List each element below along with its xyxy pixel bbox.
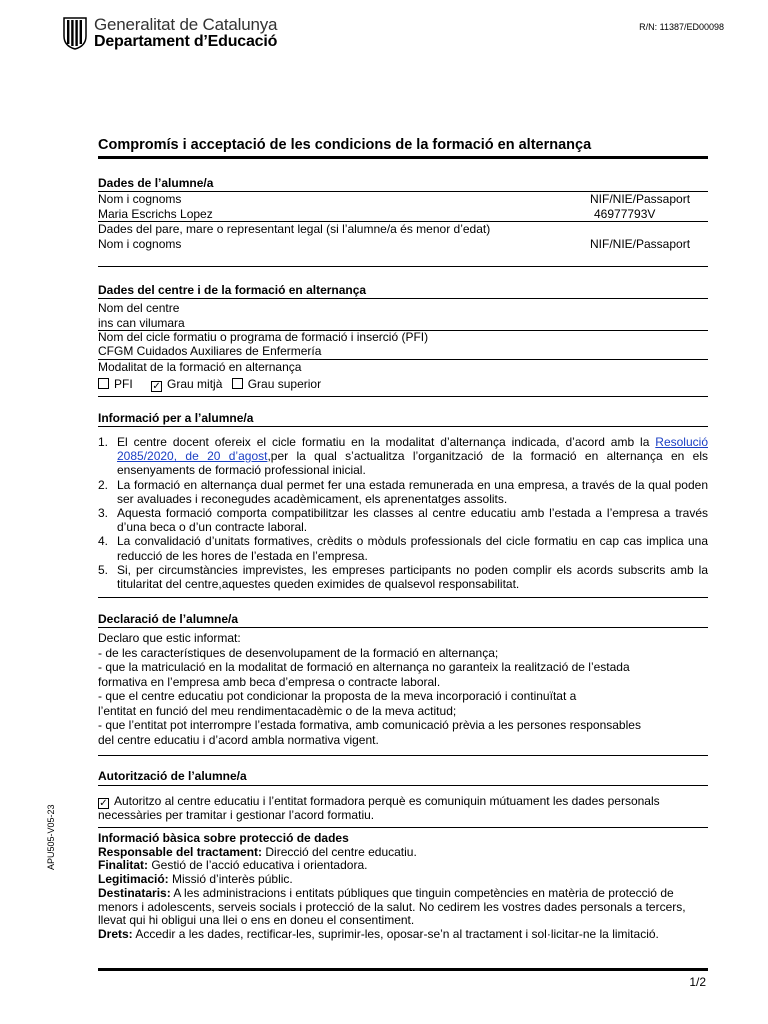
privacy-block (98, 832, 708, 942)
centre-name-field[interactable]: ins can vilumara (98, 316, 185, 330)
info-list (98, 435, 708, 591)
privacy-item: Legitimació: Missió d’interès públic. (98, 872, 293, 887)
form-code: APU505-V05-23 (46, 804, 56, 870)
declaration-section-title: Declaració de l’alumne/a (98, 612, 239, 626)
info-section-title: Informació per a l’alumne/a (98, 411, 254, 425)
guardian-name-label: Nom i cognoms (98, 236, 182, 251)
centre-name-label: Nom del centre (98, 301, 180, 315)
list-item: 4. La convalidació d’unitats formatives, crèdits o mòduls professionals del cicle formatiu en cap cas implica una reducció de les hores de l’estada en l’empresa. (98, 534, 708, 563)
student-section-title: Dades de l’alumne/a (98, 176, 214, 190)
guardian-label: Dades del pare, mare o representant legal (si l’alumne/a és menor d’edat) (98, 222, 491, 236)
privacy-section-title: Informació bàsica sobre protecció de dades (98, 831, 349, 845)
privacy-item: Finalitat: Gestió de l’acció educativa i orientadora. (98, 858, 368, 873)
resolution-link[interactable]: Resolució 2085/2020, de 20 d’agost (117, 435, 708, 464)
checkbox-icon[interactable] (232, 378, 243, 389)
authorization-section-title: Autorització de l’alumne/a (98, 769, 247, 783)
option-grau-mitja[interactable]: ✓ Grau mitjà (152, 377, 223, 392)
title-divider (98, 156, 708, 159)
divider (98, 627, 708, 628)
checkbox-icon[interactable] (98, 798, 109, 809)
checkbox-icon[interactable] (151, 381, 162, 392)
mode-label: Modalitat de la formació en alternança (98, 360, 302, 374)
list-item: 2. La formació en alternança dual permet fer una estada remunerada en una empresa, a través de la qual poden ser avaluades i reconegudes acadèmicament, els aprenentatges assolits. (98, 477, 708, 506)
cycle-field[interactable]: CFGM Cuidados Auxiliares de Enfermería (98, 344, 322, 358)
declaration-text: Declaro que estic informat: - de les característiques de desenvolupament de la formació en alternança; - que la matriculació en la modalitat de formació en alternança no garanteix la realització de l’estada formativa en l’empresa amb beca d’empresa o contracte laboral. - que el centre educatiu pot condicionar la proposta de la meva incorporació i continuïtat a l’entitat en funció del meu rendimentacadèmic o de la meva actitud; - que l’entitat pot interrompre l’estada formativa, amb comunicació prèvia a les persones responsables del centre educatiu i d’acord ambla normativa vigent. (98, 631, 641, 747)
student-id-label: NIF/NIE/Passaport (590, 192, 691, 206)
list-item: 1. El centre docent ofereix el cicle formatiu en la modalitat d’alternança indicada, d’acord amb la Resolució 2085/2020, de 20 d’agost,per la qual s’actualitza l’organització de la formació en alternança en els ensenyaments de formació professional inicial. (98, 435, 708, 478)
page-title: Compromís i acceptació de les condicions de la formació en alternança (98, 137, 592, 153)
divider (98, 755, 708, 756)
student-name-label: Nom i cognoms (98, 192, 182, 206)
divider (98, 827, 708, 828)
guardian-data (98, 222, 708, 251)
org-name: Generalitat de Catalunya (94, 15, 278, 34)
privacy-item: Responsable del tractament: Direcció del centre educatiu. (98, 844, 417, 859)
authorization-text: ✓ Autoritzo al centre educatiu i l’entitat formadora perquè es comuniquin mútuament les dades personals necessàries per tramitar i gestionar l’acord formatiu. (98, 794, 660, 822)
checkmark-icon: ✓ (99, 798, 108, 809)
reference-number: R/N: 11387/ED00098 (639, 22, 724, 32)
divider (98, 298, 708, 299)
page-number: 1/2 (689, 975, 706, 989)
divider (98, 396, 708, 397)
list-item: 5. Si, per circumstàncies imprevistes, les empreses participants no poden complir els acords subscrits amb la titularitat del centre,aquestes queden eximides de qualsevol responsabilitat. (98, 562, 708, 592)
option-pfi[interactable]: PFI (98, 377, 136, 391)
footer-divider (98, 968, 708, 971)
list-item: 3. Aquesta formació comporta compatibilitzar les classes al centre educatiu amb l’estada a l’empresa a través d’una beca o d’un contracte laboral. (98, 506, 708, 535)
guardian-id-label: NIF/NIE/Passaport (590, 236, 691, 251)
student-data (98, 192, 708, 221)
department-name: Departament d’Educació (94, 33, 278, 50)
student-name-field[interactable]: Maria Escrichs Lopez (98, 206, 213, 221)
divider (98, 426, 708, 427)
mode-options (98, 377, 708, 392)
option-grau-superior[interactable]: Grau superior (232, 377, 321, 391)
checkmark-icon: ✓ (152, 381, 161, 392)
cycle-label: Nom del cicle formatiu o programa de formació i inserció (PFI) (98, 330, 429, 344)
student-id-field[interactable]: 46977793V (594, 206, 656, 221)
privacy-item: Destinataris: A les administracions i entitats públiques que tinguin competències en matèria de protecció de menors i adolescents, serveis socials i protecció de la salut. No cedirem les vostres dades personals a tercers, llevat qui hi obligui una llei o ens en doneu el consentiment. (98, 885, 686, 928)
generalitat-logo (62, 16, 277, 50)
divider (98, 597, 708, 598)
privacy-item: Drets: Accedir a les dades, rectificar-les, suprimir-les, oposar-se’n al tractament i sol·licitar-ne la limitació. (98, 926, 659, 941)
centre-section-title: Dades del centre i de la formació en alternança (98, 283, 367, 297)
generalitat-logo-icon (62, 16, 88, 50)
checkbox-icon[interactable] (98, 378, 109, 389)
divider (98, 266, 708, 267)
divider (98, 785, 708, 786)
